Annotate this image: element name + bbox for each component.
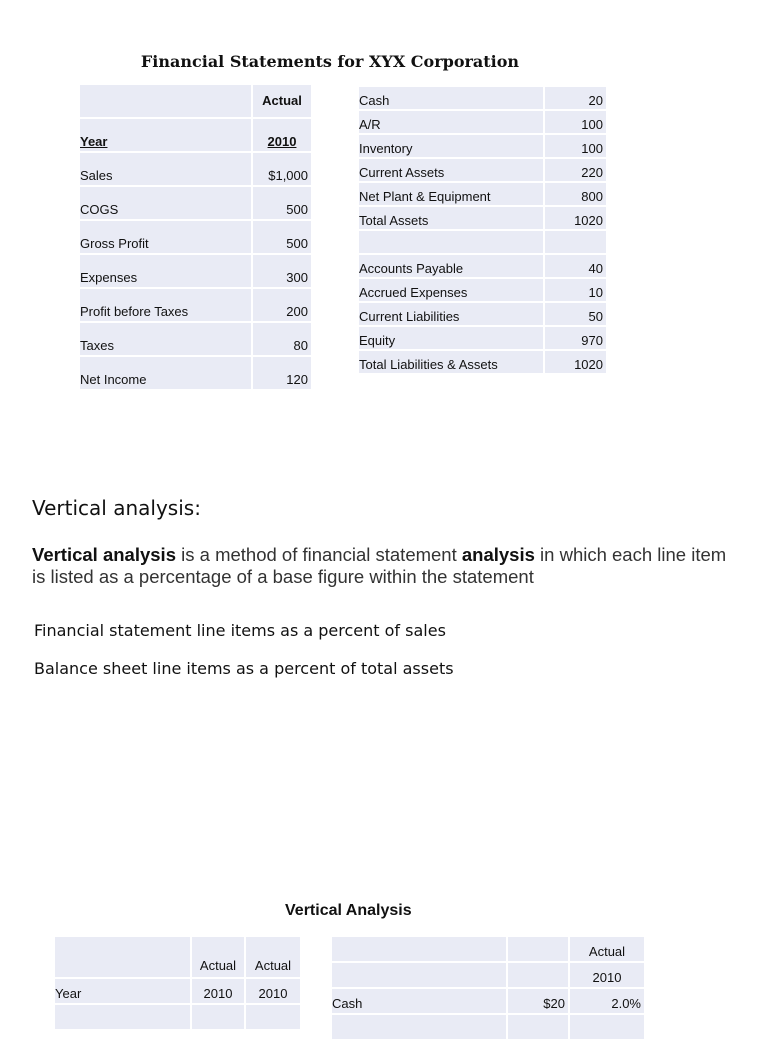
table-row bbox=[80, 85, 313, 119]
year-label: Year bbox=[80, 119, 253, 153]
table-row bbox=[359, 279, 608, 303]
table-row bbox=[80, 153, 313, 187]
row-value: 200 bbox=[253, 289, 313, 323]
table-row bbox=[80, 221, 313, 255]
table-row bbox=[359, 303, 608, 327]
vertical-analysis-title: Vertical Analysis bbox=[285, 902, 412, 919]
table-row bbox=[359, 255, 608, 279]
row-label: Profit before Taxes bbox=[80, 289, 253, 323]
row-value: 1020 bbox=[545, 351, 608, 375]
row-value: 500 bbox=[253, 187, 313, 221]
table-row bbox=[332, 937, 646, 963]
row-label: Accrued Expenses bbox=[359, 279, 545, 303]
year-value: 2010 bbox=[570, 963, 646, 989]
row-label: Inventory bbox=[359, 135, 545, 159]
row-label: Total Assets bbox=[359, 207, 545, 231]
row-label: Expenses bbox=[80, 255, 253, 289]
row-value: 970 bbox=[545, 327, 608, 351]
row-value bbox=[545, 231, 608, 255]
row-label: Accounts Payable bbox=[359, 255, 545, 279]
row-value: $1,000 bbox=[253, 153, 313, 187]
page-title: Financial Statements for XYX Corporation bbox=[140, 52, 520, 71]
col1-header: Actual bbox=[192, 937, 246, 979]
definition-term-2: analysis bbox=[461, 544, 535, 565]
row-label: Equity bbox=[359, 327, 545, 351]
table-row bbox=[359, 327, 608, 351]
row-value: 120 bbox=[253, 357, 313, 391]
table-row bbox=[55, 979, 302, 1005]
table-row bbox=[332, 1015, 646, 1041]
row-label: Taxes bbox=[80, 323, 253, 357]
actual-header: Actual bbox=[570, 937, 646, 963]
definition-text: is a method of financial statement bbox=[176, 544, 462, 565]
row-value: 10 bbox=[545, 279, 608, 303]
col2-header: Actual bbox=[246, 937, 302, 979]
definition-text-2: in which each line item is listed as a percentage of a base figure within the statement bbox=[32, 544, 727, 587]
table-row bbox=[332, 963, 646, 989]
row-value: 1020 bbox=[545, 207, 608, 231]
row-label: Net Income bbox=[80, 357, 253, 391]
row-label: COGS bbox=[80, 187, 253, 221]
list-item: Balance sheet line items as a percent of total assets bbox=[34, 659, 454, 678]
row-label: Current Assets bbox=[359, 159, 545, 183]
row-value: 100 bbox=[545, 111, 608, 135]
table-row bbox=[80, 357, 313, 391]
table-row bbox=[80, 255, 313, 289]
table-row bbox=[80, 119, 313, 153]
definition-paragraph bbox=[32, 544, 732, 588]
table-row bbox=[359, 87, 608, 111]
table-row bbox=[359, 351, 608, 375]
va-balance-table bbox=[332, 937, 646, 1041]
row-label: Cash bbox=[332, 989, 508, 1015]
year-label: Year bbox=[55, 979, 192, 1005]
row-value: 100 bbox=[545, 135, 608, 159]
row-value: 800 bbox=[545, 183, 608, 207]
col1-year: 2010 bbox=[192, 979, 246, 1005]
row-value: 300 bbox=[253, 255, 313, 289]
actual-header: Actual bbox=[253, 85, 313, 119]
row-value: 500 bbox=[253, 221, 313, 255]
row-label bbox=[359, 231, 545, 255]
va-income-table bbox=[55, 937, 302, 1031]
row-label: Sales bbox=[80, 153, 253, 187]
definition-term: Vertical analysis bbox=[32, 544, 176, 565]
row-label: Net Plant & Equipment bbox=[359, 183, 545, 207]
table-row bbox=[80, 323, 313, 357]
row-label: Total Liabilities & Assets bbox=[359, 351, 545, 375]
row-label: A/R bbox=[359, 111, 545, 135]
row-value: 80 bbox=[253, 323, 313, 357]
row-percent: 2.0% bbox=[570, 989, 646, 1015]
table-row bbox=[80, 187, 313, 221]
income-statement-table bbox=[80, 85, 313, 391]
row-value: 50 bbox=[545, 303, 608, 327]
row-label: Current Liabilities bbox=[359, 303, 545, 327]
row-value: 20 bbox=[545, 87, 608, 111]
row-label: Gross Profit bbox=[80, 221, 253, 255]
row-value: 220 bbox=[545, 159, 608, 183]
table-row bbox=[359, 183, 608, 207]
table-row bbox=[55, 937, 302, 979]
row-label: Cash bbox=[359, 87, 545, 111]
table-row bbox=[359, 135, 608, 159]
row-value: 40 bbox=[545, 255, 608, 279]
table-row bbox=[359, 207, 608, 231]
table-row bbox=[359, 111, 608, 135]
year-value: 2010 bbox=[253, 119, 313, 153]
col2-year: 2010 bbox=[246, 979, 302, 1005]
row-value: $20 bbox=[508, 989, 570, 1015]
section-heading: Vertical analysis: bbox=[32, 496, 201, 520]
balance-sheet-table bbox=[359, 87, 608, 375]
list-item: Financial statement line items as a percent of sales bbox=[34, 621, 446, 640]
table-row bbox=[80, 289, 313, 323]
table-row bbox=[332, 989, 646, 1015]
table-row bbox=[359, 231, 608, 255]
table-row bbox=[359, 159, 608, 183]
table-row bbox=[55, 1005, 302, 1031]
